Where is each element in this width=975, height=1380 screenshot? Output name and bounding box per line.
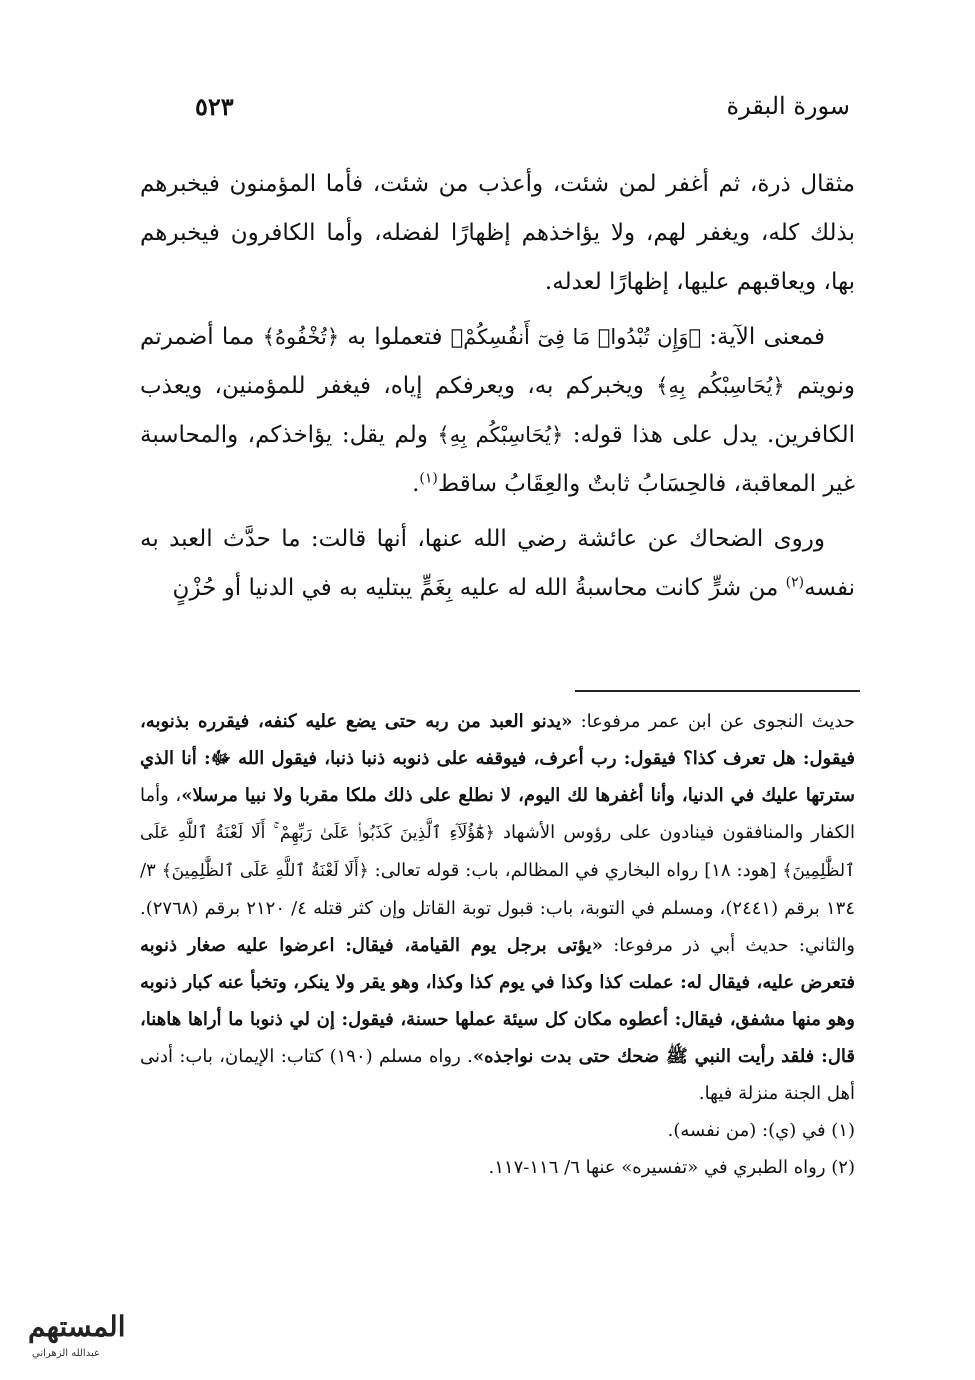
- text-run: ويخبركم به، ويعرفكم إياه، فيغفر للمؤمنين، ويعذب الكافرين. يدل على هذا قوله:: [140, 373, 855, 448]
- quran-verse: ﴿يُحَاسِبْكُم بِهِ﴾: [656, 374, 785, 398]
- footnote-marker[interactable]: (١): [419, 470, 438, 487]
- logo-subtext: عبدالله الزهراني: [32, 1348, 100, 1359]
- quran-verse: ﴿يُحَاسِبْكُم بِهِ﴾: [437, 423, 564, 447]
- footnote-2: (٢) رواه الطبري في «تفسيره» عنها ٦/ ١١٦-١١٧.: [488, 1157, 855, 1178]
- quran-verse: ﴿تُخْفُوهُ﴾: [262, 325, 340, 349]
- paragraph: [140, 313, 855, 509]
- hadith-text: «يؤتى برجل يوم القيامة، فيقال: اعرضوا عليه صغار ذنوبه فتعرض عليه، فيقال له: عملت كذا وكذا في يوم كذا وكذا، وهو يقر ولا ينكر، وتخبأ عنه كبار ذنوبه وهو منها مشفق، فيقال: أعطوه مكان كل سيئة عملها حسنة، فيقول: إن لي ذنوبا ما أراها هاهنا، قال: فلقد رأيت النبي ﷺ ضحك حتى بدت نواجذه»: [140, 935, 855, 1067]
- hadith-text: «يدنو العبد من ربه حتى يضع عليه كنفه، فيقرره بذنوبه، فيقول: هل تعرف كذا؟ فيقول: رب أعرف، فيوقفه على ذنوبه ذنبا ذنبا، فيقول الله ﷻ: أنا الذي سترتها عليك في الدنيا، وأنا أغفرها لك اليوم، لا نطلع على ذلك ملكا مقربا ولا نبيا مرسلا»: [140, 711, 855, 806]
- paragraph: [140, 515, 855, 613]
- footnote-marker[interactable]: (٢): [785, 574, 805, 591]
- quran-verse: ﴿هَٰٓؤُلَآءِ ٱلَّذِينَ كَذَبُوا۟ عَلَىٰ رَبِّهِمْ ۚ أَلَا لَعْنَةُ ٱللَّهِ عَلَى ٱلظَّٰلِمِينَ﴾: [140, 823, 855, 881]
- text-run: من شرٍّ كانت محاسبةُ الله له عليه بِغَمٍّ يبتليه به في الدنيا أو حُزْنٍ: [172, 575, 786, 601]
- text-run: وروى الضحاك عن عائشة رضي الله عنها، أنها قالت: ما حدَّث العبد به نفسه: [140, 526, 855, 601]
- footnote-1: (١) في (ي): (من نفسه).: [667, 1120, 855, 1141]
- main-text: [140, 160, 855, 613]
- watermark-logo: [10, 1300, 160, 1368]
- text-run: مما أضمرتم ونويتم: [140, 324, 855, 399]
- text-run: ٣/ ١٣٤ برقم (٢٤٤١)، ومسلم في التوبة، باب: قبول توبة القاتل وإن كثر قتله ٤/ ٢١٢٠ برقم (٢٧٦٨). والثاني: حديث أبي ذر مرفوعا:: [140, 860, 856, 956]
- page-number: ٥٢٣: [195, 92, 234, 121]
- footnotes: [140, 703, 855, 1186]
- text-run: فمعنى الآية:: [701, 324, 825, 350]
- logo-text: المستهم: [28, 1310, 126, 1343]
- text-run: فتعملوا به: [339, 324, 451, 350]
- quran-verse: ﴿أَلَا لَعْنَةُ ٱللَّهِ عَلَى ٱلظَّٰلِمِينَ﴾: [161, 861, 369, 881]
- text-run: ، وأما الكفار والمنافقون فينادون على رؤوس الأشهاد: [140, 785, 856, 843]
- text-run: .: [412, 471, 420, 497]
- text-run: . رواه مسلم (١٩٠) كتاب: الإيمان، باب: أدنى أهل الجنة منزلة فيها.: [140, 1046, 855, 1104]
- text-run: حديث النجوى عن ابن عمر مرفوعا:: [572, 711, 856, 732]
- text-run: ولم يقل: يؤاخذكم، والمحاسبة غير المعاقبة، فالحِسَابُ ثابتٌ والعِقَابُ ساقط: [140, 422, 855, 497]
- paragraph: [140, 160, 855, 307]
- text-run: [هود: ١٨] رواه البخاري في المظالم، باب: قوله تعالى:: [368, 860, 783, 881]
- surah-title: سورة البقرة: [726, 92, 850, 120]
- quran-verse: ﴿وَإِن تُبْدُوا۟ مَا فِىٓ أَنفُسِكُمْ﴾: [450, 325, 702, 349]
- paragraph-text: مثقال ذرة، ثم أغفر لمن شئت، وأعذب من شئت، فأما المؤمنون فيخبرهم بذلك كله، ويغفر لهم، ولا يؤاخذهم إظهارًا لفضله، وأما الكافرون فيخبرهم بها، ويعاقبهم عليها، إظهارًا لعدله.: [140, 171, 855, 295]
- footnote-divider: [575, 690, 860, 692]
- footnote-continued: [140, 703, 855, 1112]
- page-header: [140, 92, 850, 132]
